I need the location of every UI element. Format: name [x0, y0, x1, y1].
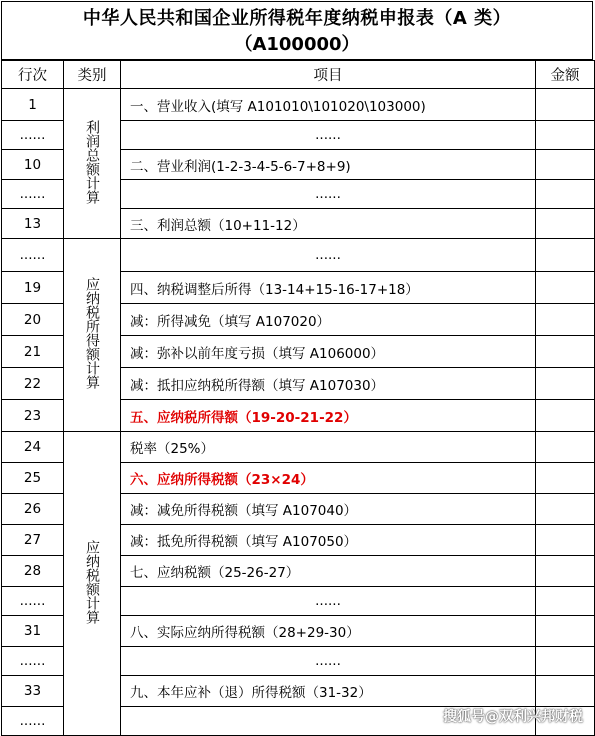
- row-item: ......: [121, 647, 536, 676]
- row-number: 10: [2, 150, 64, 180]
- row-item: ......: [121, 180, 536, 209]
- row-number: 25: [2, 463, 64, 494]
- row-item: 减：减免所得税额（填写 A107040）: [121, 494, 536, 525]
- header-row-no: 行次: [2, 61, 64, 89]
- amount-cell[interactable]: [536, 89, 595, 121]
- table-row: [2, 89, 595, 121]
- row-item-highlighted: 六、应纳所得税额（23×24）: [121, 463, 536, 494]
- row-item: ......: [121, 121, 536, 150]
- row-item: 减：抵免所得税额（填写 A107050）: [121, 525, 536, 556]
- row-number: 24: [2, 432, 64, 463]
- amount-cell[interactable]: [536, 368, 595, 400]
- amount-cell[interactable]: [536, 209, 595, 239]
- amount-cell[interactable]: [536, 525, 595, 556]
- amount-cell[interactable]: [536, 556, 595, 587]
- row-number: 23: [2, 400, 64, 432]
- row-item: 三、利润总额（10+11-12）: [121, 209, 536, 239]
- header-amount: 金额: [536, 61, 595, 89]
- row-item: 税率（25%）: [121, 432, 536, 463]
- amount-cell[interactable]: [536, 587, 595, 616]
- amount-cell[interactable]: [536, 400, 595, 432]
- row-number: 31: [2, 616, 64, 647]
- row-item: 二、营业利润(1-2-3-4-5-6-7+8+9): [121, 150, 536, 180]
- amount-cell[interactable]: [536, 494, 595, 525]
- row-item: 四、纳税调整后所得（13-14+15-16-17+18）: [121, 272, 536, 304]
- row-number: 27: [2, 525, 64, 556]
- row-number: 33: [2, 676, 64, 707]
- row-item: 减：所得减免（填写 A107020）: [121, 304, 536, 336]
- form-code: （A100000）: [234, 34, 360, 55]
- amount-cell[interactable]: [536, 121, 595, 150]
- category-profit: [64, 89, 121, 239]
- category-label: 应纳税所得额计算: [84, 277, 100, 389]
- row-item: 减：弥补以前年度亏损（填写 A106000）: [121, 336, 536, 368]
- tax-table: [1, 60, 595, 736]
- amount-cell[interactable]: [536, 239, 595, 272]
- category-taxable-income: [64, 239, 121, 432]
- row-number: ......: [2, 239, 64, 272]
- row-number: 1: [2, 89, 64, 121]
- row-number: ......: [2, 707, 64, 736]
- table-row: [2, 432, 595, 463]
- row-number: 26: [2, 494, 64, 525]
- row-item: 七、应纳税额（25-26-27）: [121, 556, 536, 587]
- form-title-box: [1, 1, 593, 60]
- row-number: 22: [2, 368, 64, 400]
- row-number: 19: [2, 272, 64, 304]
- row-number: 21: [2, 336, 64, 368]
- amount-cell[interactable]: [536, 432, 595, 463]
- row-item: 减：抵扣应纳税所得额（填写 A107030）: [121, 368, 536, 400]
- amount-cell[interactable]: [536, 150, 595, 180]
- row-item: 九、本年应补（退）所得税额（31-32）: [121, 676, 536, 707]
- watermark: 搜狐号@双利兴邦财税: [443, 709, 583, 725]
- row-number: ......: [2, 121, 64, 150]
- category-tax-payable: [64, 432, 121, 736]
- row-number: 28: [2, 556, 64, 587]
- amount-cell[interactable]: [536, 463, 595, 494]
- row-number: ......: [2, 180, 64, 209]
- row-number: ......: [2, 587, 64, 616]
- row-item: 一、营业收入(填写 A101010\101020\103000): [121, 89, 536, 121]
- row-number: ......: [2, 647, 64, 676]
- form-title: 中华人民共和国企业所得税年度纳税申报表（A 类）: [82, 8, 512, 29]
- amount-cell[interactable]: [536, 180, 595, 209]
- header-category: 类别: [64, 61, 121, 89]
- header-row: [2, 61, 595, 89]
- row-item: ......: [121, 239, 536, 272]
- row-number: 13: [2, 209, 64, 239]
- category-label: 利润总额计算: [84, 119, 100, 204]
- amount-cell[interactable]: [536, 616, 595, 647]
- amount-cell[interactable]: [536, 272, 595, 304]
- row-item-highlighted: 五、应纳税所得额（19-20-21-22）: [121, 400, 536, 432]
- header-item: 项目: [121, 61, 536, 89]
- row-item: ......: [121, 587, 536, 616]
- amount-cell[interactable]: [536, 647, 595, 676]
- amount-cell[interactable]: [536, 336, 595, 368]
- table-row: [2, 239, 595, 272]
- row-number: 20: [2, 304, 64, 336]
- amount-cell[interactable]: [536, 676, 595, 707]
- category-label: 应纳税额计算: [84, 539, 100, 624]
- amount-cell[interactable]: [536, 304, 595, 336]
- row-item: 八、实际应纳所得税额（28+29-30）: [121, 616, 536, 647]
